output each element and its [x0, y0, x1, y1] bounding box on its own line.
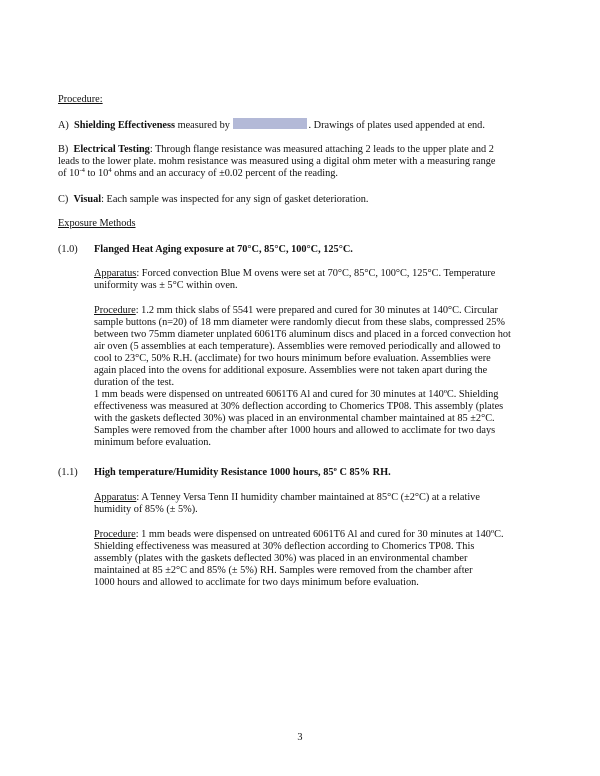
procedure-text: : 1.2 mm thick slabs of 5541 were prepared and cured for 30 minutes at 140°C. Circular [135, 305, 498, 316]
item-a [58, 118, 485, 132]
section-1-0-procedure-line: minimum before evaluation. [94, 437, 211, 448]
item-c-bold: Visual [73, 194, 102, 205]
item-b-line1-text: : Through flange resistance was measured attaching 2 leads to the upper plate and 2 [149, 144, 494, 155]
item-b-bold: Electrical Testing [73, 144, 150, 155]
section-1-1-procedure-line: maintained at 85 ±2°C and 85% (± 5%) RH. Samples were removed from the chamber after [94, 565, 473, 576]
item-c [58, 194, 368, 206]
section-1-0-apparatus-line-2: uniformity was ± 5°C within oven. [94, 280, 238, 291]
item-b-line-3 [58, 168, 338, 180]
item-b-line-1 [58, 144, 494, 156]
item-a-text-before: measured by [175, 120, 233, 131]
section-1-1-procedure-line: Shielding effectiveness was measured at 30% deflection according to Chomerics TP08. This [94, 541, 475, 552]
section-1-0-procedure-line: air oven (5 assemblies at each temperature). Assemblies were removed periodically and allowed to [94, 341, 501, 352]
section-1-1-title [94, 467, 391, 479]
section-1-0-procedure-line: cool to 23°C, 50% R.H. (acclimate) for two hours minimum before evaluation. Assemblies were [94, 353, 491, 364]
section-1-1-procedure-line: assembly (plates with the gaskets deflected 30%) was placed in an environmental chamber [94, 553, 468, 564]
section-1-0-procedure-line: duration of the test. [94, 377, 175, 388]
section-1-0-procedure-line: Samples were removed from the chamber after 1000 hours and allowed to acclimate for two days [94, 425, 496, 436]
item-b-line3-b: to 10 [84, 168, 109, 179]
item-a-bold: Shielding Effectiveness [74, 120, 175, 131]
item-b-line3-c: ohms and an accuracy of ±0.02 percent of the reading. [111, 168, 338, 179]
section-1-0-procedure-line: 1 mm beads were dispensed on untreated 6061T6 Al and cured for 30 minutes at 140ºC. Shielding [94, 389, 499, 400]
section-1-0-apparatus-line-1 [94, 268, 495, 280]
procedure-label: Procedure [94, 305, 136, 316]
procedure-heading: Procedure: [58, 94, 103, 105]
exposure-methods-heading: Exposure Methods [58, 218, 136, 229]
item-b-exp1: -4 [79, 167, 85, 174]
section-1-1-apparatus-line-2: humidity of 85% (± 5%). [94, 504, 198, 515]
section-1-0-title [94, 244, 353, 256]
item-c-letter: C) [58, 194, 69, 205]
section-1-1-title-text: High temperature/Humidity Resistance 1000 hours, 85º C 85% RH. [94, 467, 391, 478]
apparatus-label: Apparatus [94, 492, 137, 503]
item-a-text-after: . Drawings of plates used appended at end. [308, 120, 485, 131]
apparatus-text: : A Tenney Versa Tenn II humidity chamber maintained at 85°C (±2°C) at a relative [136, 492, 480, 503]
section-1-0-procedure-line: between two 75mm diameter unplated 6061T6 aluminum discs and placed in a forced convection hot [94, 329, 511, 340]
item-b-exp2: 4 [108, 167, 112, 174]
section-1-0-procedure-line: effectiveness was measured at 30% deflection according to Chomerics TP08. This assembly (plates [94, 401, 504, 412]
procedure-text: : 1 mm beads were dispensed on untreated 6061T6 Al and cured for 30 minutes at 140ºC. [135, 529, 504, 540]
section-1-0-number: (1.0) [58, 244, 78, 255]
apparatus-text: : Forced convection Blue M ovens were set at 70°C, 85°C, 100°C, 125°C. Temperature [136, 268, 496, 279]
section-1-1-procedure-line: 1000 hours and allowed to acclimate for two days minimum before evaluation. [94, 577, 419, 588]
page-number: 3 [297, 732, 303, 743]
section-1-0-procedure-line-1 [94, 305, 498, 317]
item-b-line-2: leads to the lower plate. mohm resistance was measured using a digital ohm meter with a measuring range [58, 156, 496, 167]
procedure-label: Procedure [94, 529, 136, 540]
redaction-box [233, 118, 307, 129]
apparatus-label: Apparatus [94, 268, 137, 279]
section-1-1-procedure-line-1 [94, 529, 504, 541]
section-1-1-number: (1.1) [58, 467, 78, 478]
item-b-line3-a: of 10 [58, 168, 80, 179]
item-c-text: : Each sample was inspected for any sign of gasket deterioration. [101, 194, 369, 205]
section-1-0-procedure-line: sample buttons (n=20) of 18 mm diameter were randomly diecut from these slabs, compressed 25% [94, 317, 506, 328]
section-1-0-title-text: Flanged Heat Aging exposure at 70°C, 85°C, 100°C, 125°C. [94, 244, 353, 255]
section-1-1-apparatus-line-1 [94, 492, 480, 504]
item-a-letter: A) [58, 120, 69, 131]
item-b-letter: B) [58, 144, 69, 155]
section-1-0-procedure-line: with the gaskets deflected 30%) was placed in an environmental chamber maintained at 85 ±2°C. [94, 413, 495, 424]
section-1-0-procedure-line: again placed into the ovens for additional exposure. Assemblies were not taken apart during the [94, 365, 488, 376]
